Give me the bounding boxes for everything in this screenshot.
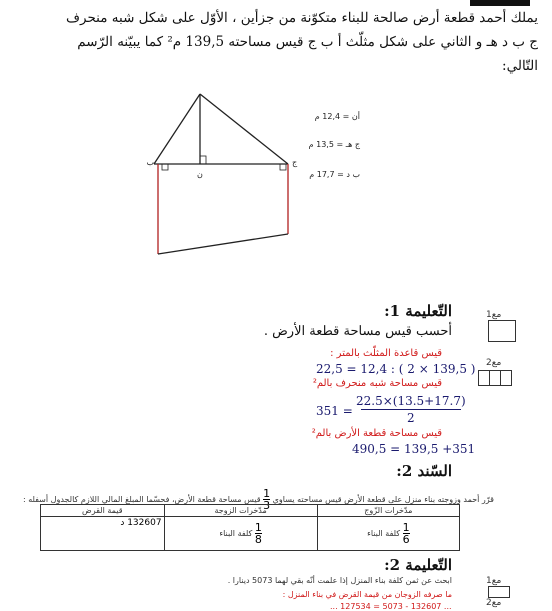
mark-label-1: 1مع	[486, 310, 502, 320]
mark-box-3[interactable]	[488, 586, 510, 598]
mark-box-2c[interactable]	[501, 370, 512, 386]
table-cell-husband: $\frac{1}{6}$ كلفة البناء	[317, 517, 459, 551]
mark-label-3: 1مع	[486, 576, 502, 586]
step2-label: قيس مساحة شبه منحرف بالم²	[312, 378, 442, 389]
mark-label-4: 2مع	[486, 598, 502, 608]
instruction1-text: أحسب قيس مساحة قطعة الأرض .	[263, 324, 452, 339]
mark-box-2a[interactable]	[478, 370, 490, 386]
step2-result: 351 =	[316, 404, 353, 418]
instruction2-title: التّعليمة 2:	[384, 556, 452, 574]
vertex-b-label: ب	[146, 158, 154, 167]
intro-line-1: يملك أحمد قطعة أرض صالحة للبناء متكوّنة من جزأين ، الأوّل على شكل شبه منحرف	[66, 10, 538, 26]
step2-fraction	[356, 394, 466, 425]
height-label: أن = 12,4 م	[314, 112, 360, 121]
mark-box-2b[interactable]	[490, 370, 501, 386]
fraction-bar	[361, 409, 461, 410]
step1-label: قيس قاعدة المثلّث بالمتر :	[330, 348, 442, 359]
intro-line-2: ج ب د هـ و الثاني على شكل مثلّث أ ب ج قيس مساحته 139,5 م² كما يبيّنه الرّسم	[77, 34, 538, 50]
instruction1-title: التّعليمة 1:	[384, 302, 452, 320]
step3-equation: 490,5 = 139,5 +351	[352, 442, 476, 456]
intro-line-3: التّالي:	[502, 58, 538, 74]
costs-table	[40, 504, 460, 551]
table-header-row	[41, 505, 460, 517]
mark-box-group-2	[478, 370, 512, 386]
triangle-side-aj	[200, 94, 288, 164]
bd-label: ب د = 17,7 م	[309, 170, 360, 179]
triangle-side-ab	[154, 94, 200, 164]
step2-numerator: 22.5×(13.5+17.7)	[356, 394, 466, 408]
instruction2-answer-label: ما صرفه الزوجان من قيمة القرض في بناء المنزل :	[282, 590, 452, 599]
right-angle-mark-b	[162, 164, 168, 170]
table-header-cell: قيمة القرض	[41, 505, 165, 517]
right-angle-mark	[200, 156, 206, 164]
instruction2-text: ابحث عن ثمن كلفة بناء المنزل إذا علمت أنّه بقي لهما 5073 دينارا .	[227, 576, 452, 585]
jh-label: ج هـ = 13,5 م	[308, 140, 360, 149]
right-angle-mark-j	[280, 164, 286, 170]
vertex-j-label: ج	[292, 158, 298, 167]
intro-paragraph	[18, 6, 538, 78]
trapezoid-side-dh	[158, 234, 288, 254]
doc2-text-end: قيس مساحة قطعة الأرض، فحسّما المبلغ المالي اللازم كالجدول أسفله :	[22, 495, 261, 504]
step3-label: قيس مساحة قطعة الأرض بالم²	[311, 428, 442, 439]
instruction2-answer-eq: ... 127534 = 5073 - 132607 ...	[330, 602, 452, 611]
land-figure	[140, 84, 320, 264]
vertex-n-label: ن	[197, 170, 203, 179]
step1-equation: 22,5 = 12,4 : ( 2 × 139,5 )	[316, 362, 476, 376]
table-header-cell: مدّخرات الزوجة	[164, 505, 317, 517]
doc2-text-start: قرّر أحمد وزوجته بناء منزل على قطعة الأرض قيس مساحته يساوي	[272, 495, 494, 504]
table-cell-wife: $\frac{1}{8}$ كلفة البناء	[164, 517, 317, 551]
table-row	[41, 517, 460, 551]
table-cell-loan: 132607 د	[41, 517, 165, 551]
mark-label-2: 2مع	[486, 358, 502, 368]
table-header-cell: مدّخرات الزّوج	[317, 505, 459, 517]
doc2-title: السّند 2:	[396, 462, 452, 480]
mark-box-1[interactable]	[488, 320, 516, 342]
doc2-fraction: $\frac{1}{3}$	[263, 487, 271, 512]
step2-denominator: 2	[407, 411, 415, 425]
